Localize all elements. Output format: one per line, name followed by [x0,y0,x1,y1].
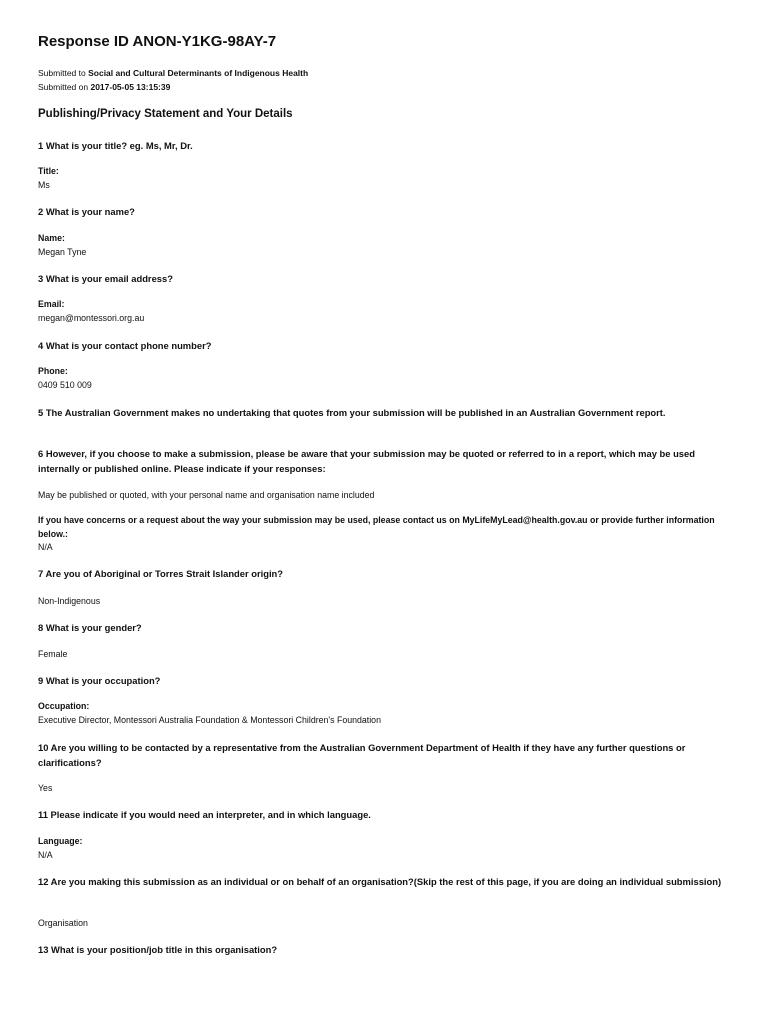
question-3: 3 What is your email address? [38,273,173,284]
question-6: 6 However, if you choose to make a submission, please be aware that your submission may be quoted or referred to in a report, which may be used internally or published online. Please indicate if your responses: [38,448,695,474]
submission-type-value: Organisation [38,918,88,928]
question-8: 8 What is your gender? [38,622,142,633]
language-value: N/A [38,850,53,860]
concerns-label: If you have concerns or a request about the way your submission may be used, please contact us on MyLifeMyLead@health.gov.au or provide further information below.: [38,515,715,539]
question-9: 9 What is your occupation? [38,675,161,686]
concerns-value: N/A [38,542,53,552]
question-5: 5 The Australian Government makes no undertaking that quotes from your submission will be published in an Australian Government report. [38,407,666,418]
origin-value: Non-Indigenous [38,596,101,606]
question-10: 10 Are you willing to be contacted by a representative from the Australian Government Department of Health if they have any further questions or clarifications? [38,742,686,768]
question-1: 1 What is your title? eg. Ms, Mr, Dr. [38,140,193,151]
submitted-to-value: Social and Cultural Determinants of Indigenous Health [88,68,309,78]
language-label: Language: [38,836,83,846]
question-7: 7 Are you of Aboriginal or Torres Strait Islander origin? [38,568,283,579]
contact-consent-value: Yes [38,783,53,793]
occupation-value: Executive Director, Montessori Australia Foundation & Montessori Children's Foundation [38,715,381,725]
question-2: 2 What is your name? [38,206,135,217]
submitted-on-label: Submitted on [38,82,89,92]
email-value: megan@montessori.org.au [38,313,145,323]
question-11: 11 Please indicate if you would need an interpreter, and in which language. [38,809,371,820]
publish-preference-value: May be published or quoted, with your personal name and organisation name included [38,490,375,500]
gender-value: Female [38,649,68,659]
title-value: Ms [38,180,50,190]
section-title: Publishing/Privacy Statement and Your Details [38,108,293,120]
submitted-on-line [38,82,170,92]
email-label: Email: [38,299,65,309]
name-value: Megan Tyne [38,247,87,257]
phone-label: Phone: [38,366,68,376]
submitted-to-label: Submitted to [38,68,86,78]
submitted-on-value: 2017-05-05 13:15:39 [90,82,171,92]
title-label: Title: [38,166,59,176]
question-4: 4 What is your contact phone number? [38,340,212,351]
submitted-to-line [38,68,308,78]
question-13: 13 What is your position/job title in this organisation? [38,944,278,955]
name-label: Name: [38,233,65,243]
occupation-label: Occupation: [38,701,90,711]
question-12: 12 Are you making this submission as an individual or on behalf of an organisation?(Skip the rest of this page, if you are doing an individual submission) [38,876,722,887]
response-title: Response ID ANON-Y1KG-98AY-7 [38,33,277,50]
phone-value: 0409 510 009 [38,380,92,390]
